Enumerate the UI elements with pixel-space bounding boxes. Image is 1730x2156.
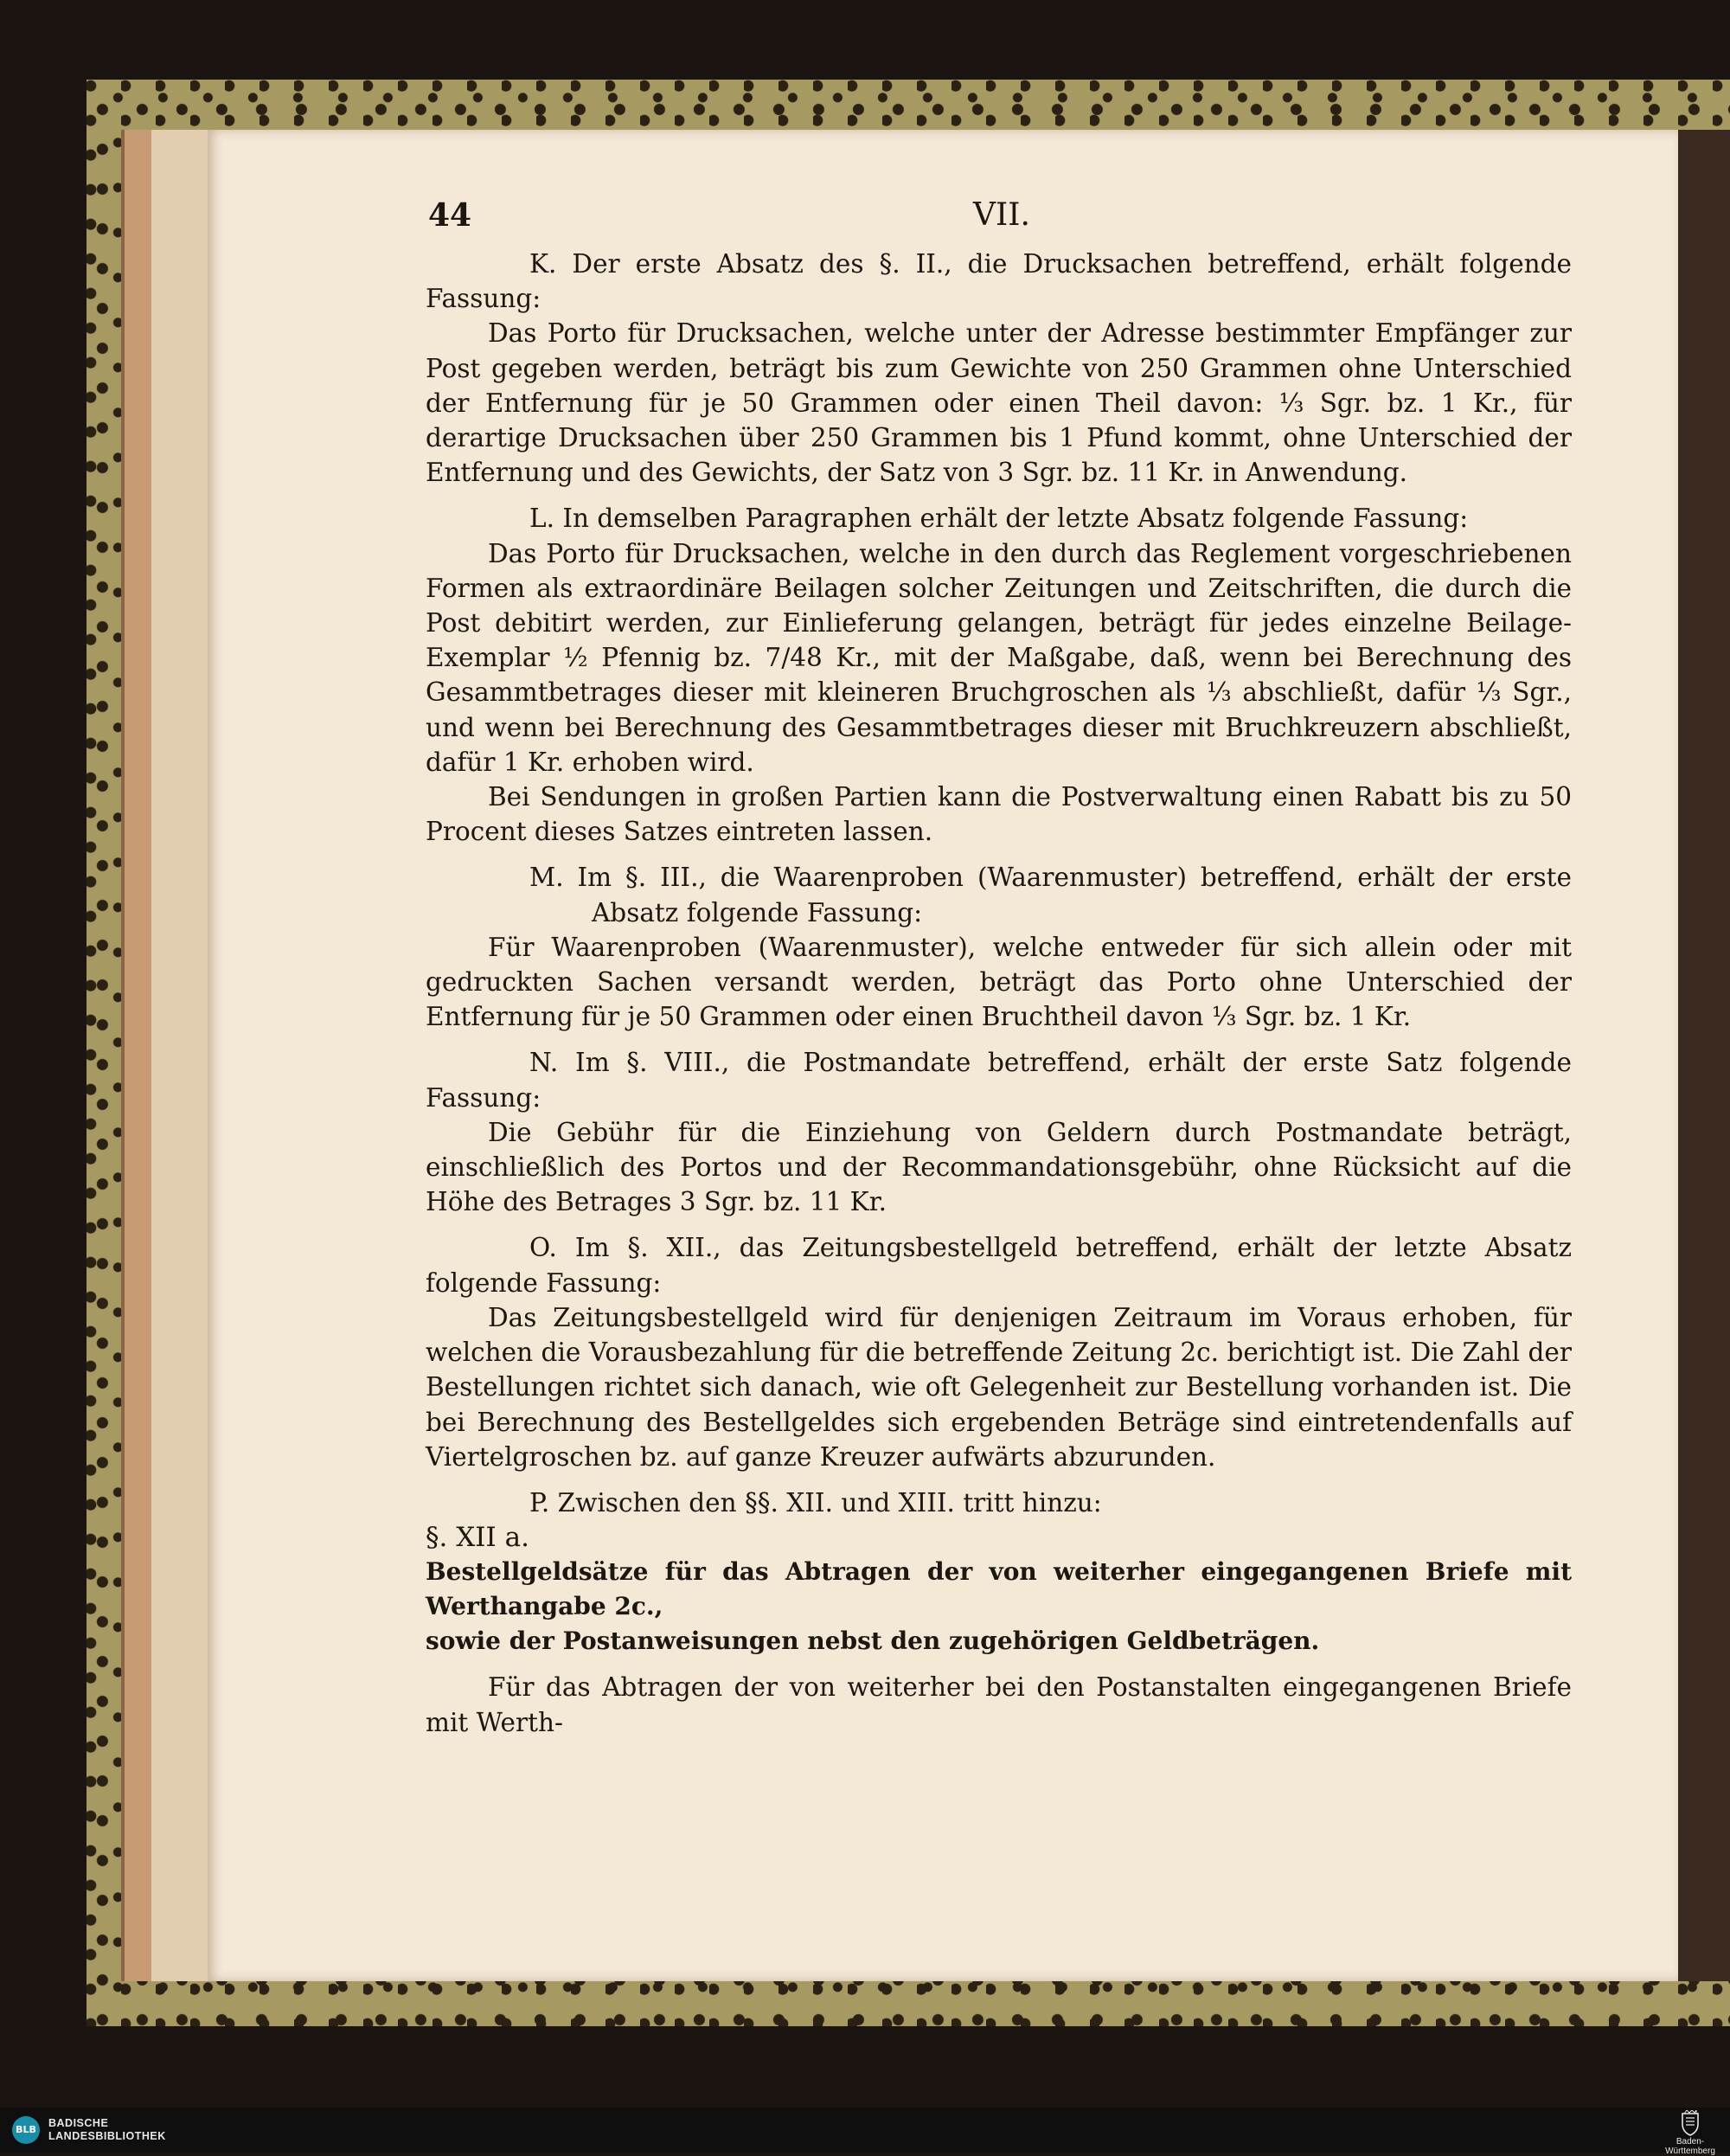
- page-number: 44: [428, 197, 472, 234]
- bold-heading-line-2: sowie der Postanweisungen nebst den zugehörigen Geldbeträgen.: [426, 1627, 1320, 1656]
- closing-line: Für das Abtragen der von weiterher bei den Postanstalten eingegangenen Briefe mit Werth-: [426, 1672, 1572, 1737]
- state-label: Baden-Württemberg: [1665, 2137, 1715, 2156]
- bold-heading-line-1: Bestellgeldsätze für das Abtragen der von weiterher eingegangenen Briefe mit Werthangabe 2c.,: [426, 1557, 1572, 1621]
- section-o-heading: O. Im §. XII., das Zeitungsbestellgeld betreffend, erhält der letzte Absatz folgende Fassung:: [426, 1233, 1572, 1298]
- state-crest-icon: [1681, 2110, 1700, 2136]
- library-name-line-2: LANDESBIBLIOTHEK: [48, 2130, 166, 2142]
- section-l-body: Das Porto für Drucksachen, welche in den durch das Reglement vorgeschriebenen Formen als extraordinäre Beilagen solcher Zeitungen und Zeitschriften, die durch die Post debitirt werden, zur Einlieferung gelangen, beträgt für jedes einzelne Beilage-Exemplar ½ Pfennig bz. 7/48 Kr., mit der Maßgabe, daß, wenn bei Berechnung des Gesammtbetrages dieser mit kleineren Bruchgroschen als ⅓ abschließt, dafür ⅓ Sgr., und wenn bei Berechnung des Gesammtbetrages dieser mit Bruchkreuzern abschließt, dafür 1 Kr. erhoben wird.: [426, 538, 1572, 777]
- section-xii-a-title: §. XII a.: [426, 1522, 529, 1554]
- section-m-body: Für Waarenproben (Waarenmuster), welche entweder für sich allein oder mit gedruckten Sachen versandt werden, beträgt das Porto ohne Unterschied der Entfernung für je 50 Grammen oder einen Bruchtheil davon ⅓ Sgr. bz. 1 Kr.: [426, 932, 1572, 1032]
- chapter-heading: VII.: [973, 197, 1030, 233]
- baden-wuerttemberg-logo[interactable]: [1663, 2110, 1718, 2156]
- page-header: [0, 197, 1730, 232]
- section-n-body: Die Gebühr für die Einziehung von Geldern durch Postmandate beträgt, einschließlich des Portos und der Recommandationsgebühr, ohne Rücksicht auf die Höhe des Betrages 3 Sgr. bz. 11 Kr.: [426, 1117, 1572, 1217]
- section-l-body-2: Bei Sendungen in großen Partien kann die Postverwaltung einen Rabatt bis zu 50 Procent dieses Satzes eintreten lassen.: [426, 782, 1572, 847]
- section-m-heading: M. Im §. III., die Waarenproben (Waarenmuster) betreffend, erhält der erste Absatz folgende Fassung:: [529, 863, 1572, 927]
- section-k-body: Das Porto für Drucksachen, welche unter der Adresse bestimmter Empfänger zur Post gegeben werden, beträgt bis zum Gewichte von 250 Grammen ohne Unterschied der Entfernung für je 50 Grammen oder einen Theil davon: ⅓ Sgr. bz. 1 Kr., für derartige Drucksachen über 250 Grammen bis 1 Pfund kommt, ohne Unterschied der Entfernung und des Gewichts, der Satz von 3 Sgr. bz. 11 Kr. in Anwendung.: [426, 318, 1572, 488]
- blb-logo-icon[interactable]: BLB: [12, 2116, 40, 2144]
- cover-right-edge: [1678, 130, 1730, 1981]
- library-name[interactable]: [48, 2117, 166, 2143]
- page-text: [426, 247, 1572, 1740]
- footer-bar: [0, 2108, 1730, 2156]
- section-l-heading: L. In demselben Paragraphen erhält der letzte Absatz folgende Fassung:: [529, 504, 1469, 534]
- section-p-heading: P. Zwischen den §§. XII. und XIII. tritt hinzu:: [529, 1487, 1102, 1518]
- section-o-body: Das Zeitungsbestellgeld wird für denjenigen Zeitraum im Voraus erhoben, für welchen die Vorausbezahlung für die betreffende Zeitung 2c. berichtigt ist. Die Zahl der Bestellungen richtet sich danach, wie oft Gelegenheit zur Bestellung vorhanden ist. Die bei Berechnung des Bestellgeldes sich ergebenden Beträge sind eintretendenfalls auf Viertelgroschen bz. auf ganze Kreuzer aufwärts abzurunden.: [426, 1302, 1572, 1472]
- section-n-heading: N. Im §. VIII., die Postmandate betreffend, erhält der erste Satz folgende Fassung:: [426, 1048, 1572, 1113]
- library-name-line-1: BADISCHE: [48, 2117, 109, 2129]
- section-k-heading: K. Der erste Absatz des §. II., die Drucksachen betreffend, erhält folgende Fassung:: [426, 249, 1572, 314]
